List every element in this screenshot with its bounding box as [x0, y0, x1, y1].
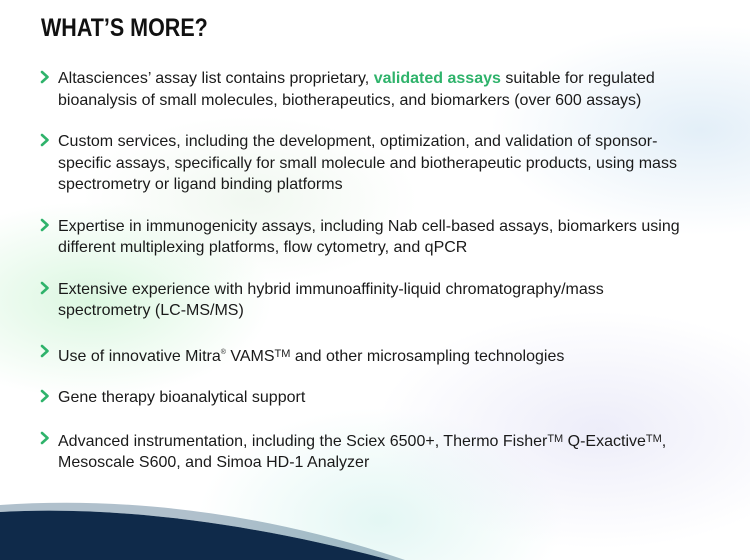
chevron-right-icon — [40, 344, 50, 358]
list-item-instrumentation — [40, 429, 700, 474]
item-text-pre: Use of innovative Mitra — [58, 347, 221, 365]
chevron-right-icon — [40, 281, 50, 295]
page-heading: WHAT’S MORE? — [41, 14, 208, 42]
list-item-microsampling — [40, 342, 700, 368]
validated-assays-highlight: validated assays — [373, 70, 501, 87]
list-item-assay-list — [40, 68, 700, 111]
list-item-hybrid-lcms — [40, 279, 700, 322]
registered-mark: ® — [220, 348, 226, 356]
item-text-post: , Mesoscale S600, and Simoa HD-1 Analyzer — [58, 432, 667, 471]
chevron-right-icon — [40, 389, 50, 403]
chevron-right-icon — [40, 218, 50, 232]
list-item-gene-therapy — [40, 387, 700, 409]
feature-list — [40, 68, 700, 474]
item-text-mid: Q-Exactive — [563, 432, 646, 450]
item-text-before: Altasciences’ assay list contains proprietary, — [58, 70, 374, 87]
list-item-custom-services — [40, 131, 700, 196]
item-text: Extensive experience with hybrid immunoaffinity-liquid chromatography/mass spectrometry (LC-MS/MS) — [58, 280, 604, 319]
trademark-mark: TM — [645, 432, 662, 445]
item-text-mid: VAMS — [225, 347, 275, 365]
chevron-right-icon — [40, 133, 50, 147]
trademark-mark: TM — [547, 432, 564, 445]
item-text-after: suitable for regulated bioanalysis of small molecules, biotherapeutics, and biomarkers (over 600 assays) — [58, 70, 655, 109]
chevron-right-icon — [40, 70, 50, 84]
item-text: Custom services, including the development, optimization, and validation of sponsor-specific assays, specifically for small molecule and biotherapeutic products, using mass spectrometry or ligand binding platforms — [58, 133, 677, 193]
item-text-pre: Advanced instrumentation, including the Sciex 6500+, Thermo Fisher — [58, 432, 548, 450]
item-text-post: and other microsampling technologies — [290, 347, 565, 365]
trademark-mark: TM — [274, 347, 291, 360]
list-item-immunogenicity — [40, 216, 700, 259]
chevron-right-icon — [40, 431, 50, 445]
item-text: Expertise in immunogenicity assays, including Nab cell-based assays, biomarkers using different multiplexing platforms, flow cytometry, and qPCR — [58, 217, 680, 256]
item-text: Gene therapy bioanalytical support — [58, 389, 306, 406]
